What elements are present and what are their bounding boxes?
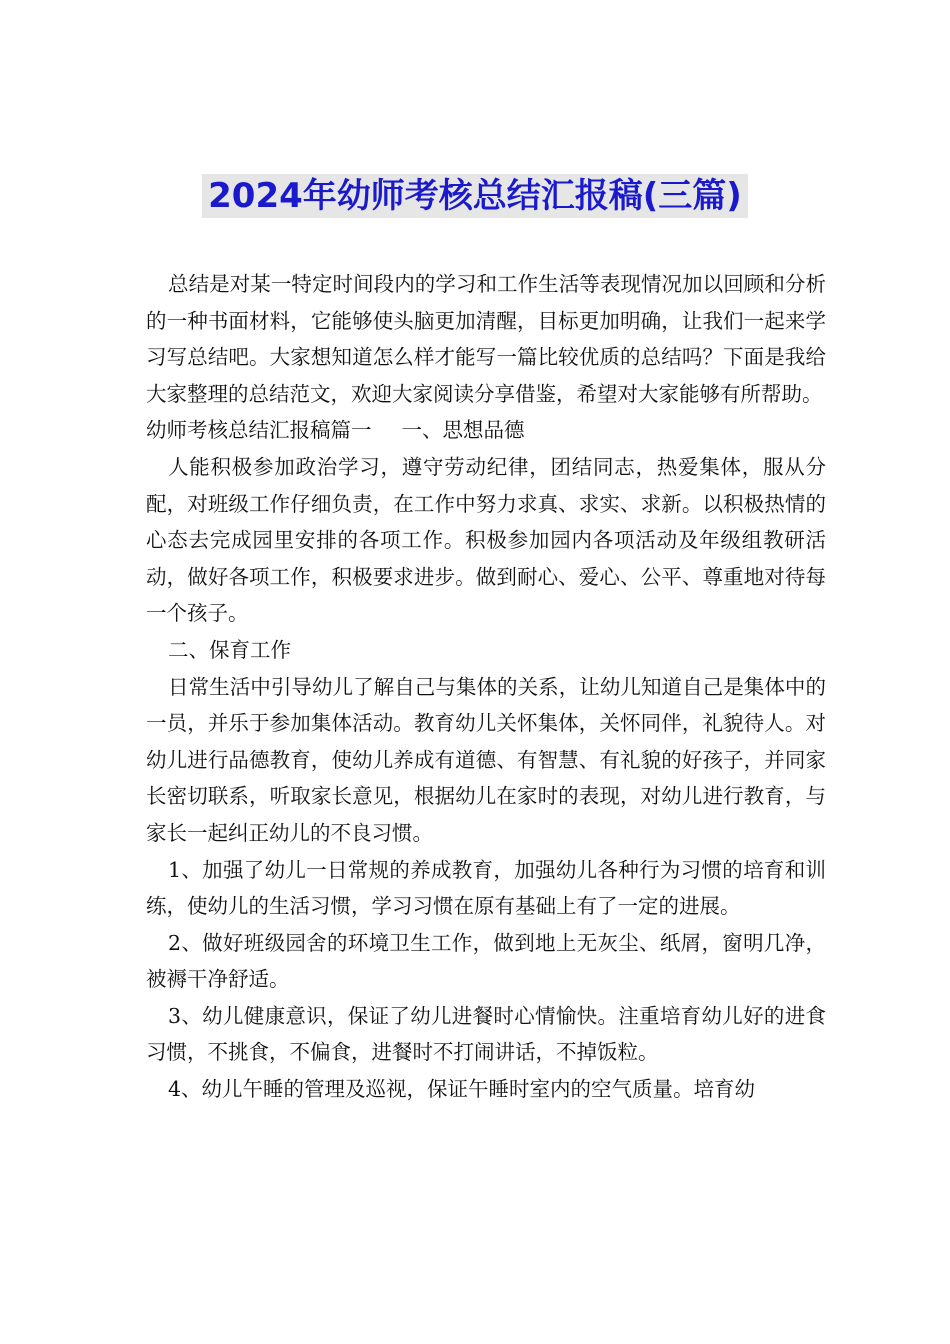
document-body bbox=[146, 266, 826, 1108]
section-title: 幼师考核总结汇报稿篇一 bbox=[146, 418, 372, 443]
document-title: 2024年幼师考核总结汇报稿(三篇) bbox=[202, 174, 748, 218]
section-heading-line bbox=[146, 412, 826, 449]
list-item-2: 2、做好班级园舍的环境卫生工作，做到地上无灰尘、纸屑，窗明几净，被褥干净舒适。 bbox=[146, 930, 826, 992]
list-item-1: 1、加强了幼儿一日常规的养成教育，加强幼儿各种行为习惯的培育和训练，使幼儿的生活习惯，学习习惯在原有基础上有了一定的进展。 bbox=[146, 857, 826, 919]
title-container bbox=[0, 174, 950, 218]
heading-childcare: 二、保育工作 bbox=[168, 637, 291, 662]
intro-paragraph: 总结是对某一特定时间段内的学习和工作生活等表现情况加以回顾和分析的一种书面材料，它能够使头脑更加清醒，目标更加明确，让我们一起来学习写总结吧。大家想知道怎么样才能写一篇比较优质的总结吗？下面是我给大家整理的总结范文，欢迎大家阅读分享借鉴，希望对大家能够有所帮助。 bbox=[146, 272, 826, 406]
paragraph-childcare: 日常生活中引导幼儿了解自己与集体的关系，让幼儿知道自己是集体中的一员，并乐于参加集体活动。教育幼儿关怀集体，关怀同伴，礼貌待人。对幼儿进行品德教育，使幼儿养成有道德、有智慧、有礼貌的好孩子，并同家长密切联系，听取家长意见，根据幼儿在家时的表现，对幼儿进行教育，与家长一起纠正幼儿的不良习惯。 bbox=[146, 674, 826, 845]
list-item-4: 4、幼儿午睡的管理及巡视，保证午睡时室内的空气质量。培育幼 bbox=[168, 1077, 756, 1102]
list-item-3: 3、幼儿健康意识，保证了幼儿进餐时心情愉快。注重培育幼儿好的进食习惯，不挑食，不偏食，进餐时不打闹讲话，不掉饭粒。 bbox=[146, 1003, 826, 1065]
paragraph-ideology: 人能积极参加政治学习，遵守劳动纪律，团结同志，热爱集体，服从分配，对班级工作仔细负责，在工作中努力求真、求实、求新。以积极热情的心态去完成园里安排的各项工作。积极参加园内各项活动及年级组教研活动，做好各项工作，积极要求进步。做到耐心、爱心、公平、尊重地对待每一个孩子。 bbox=[146, 454, 826, 626]
heading-ideology: 一、思想品德 bbox=[401, 418, 525, 443]
